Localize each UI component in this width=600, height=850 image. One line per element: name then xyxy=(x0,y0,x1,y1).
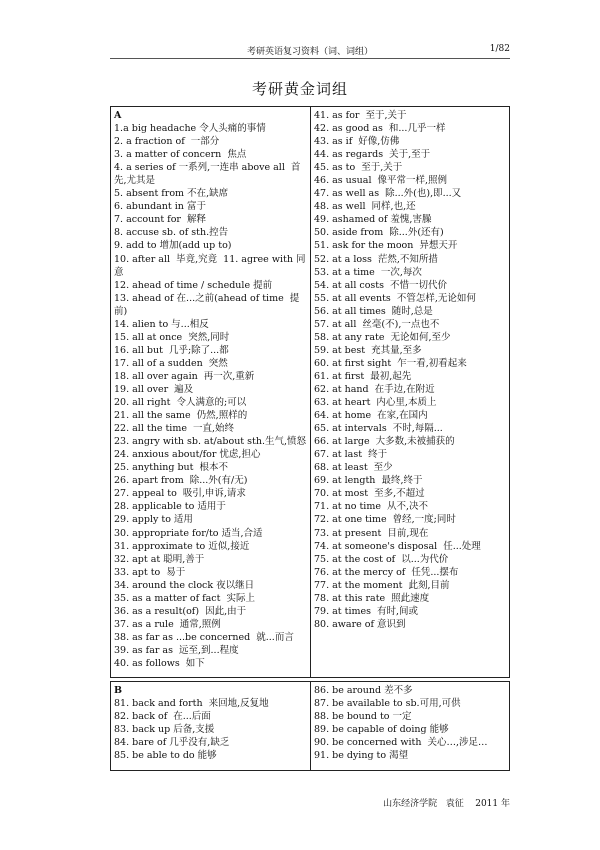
phrase-entry: 63. at heart 内心里,本质上 xyxy=(314,397,437,409)
phrase-entry: 16. all but 几乎;除了...都 xyxy=(114,344,229,356)
phrase-entry: 91. be dying to 渴望 xyxy=(314,750,409,762)
section-a-right-column xyxy=(311,107,511,677)
phrase-entry: 14. alien to 与...相反 xyxy=(114,318,209,330)
phrase-entry: 32. apt at 聪明,善于 xyxy=(114,553,205,565)
phrase-entry: 48. as well 同样,也,还 xyxy=(314,201,416,213)
phrase-entry: 68. at least 至少 xyxy=(314,462,393,474)
phrase-entry: 64. at home 在家,在国内 xyxy=(314,410,428,422)
section-b-table xyxy=(110,681,510,771)
phrase-entry: 10. after all 毕竟,究竟 11. agree with 同意 xyxy=(114,253,306,278)
phrase-entry: 53. at a time 一次,每次 xyxy=(314,266,422,278)
phrase-entry: 86. be around 差不多 xyxy=(314,685,413,696)
phrase-entry: 85. be able to do 能够 xyxy=(114,750,217,762)
phrase-entry: 13. ahead of 在...之前(ahead of time 提前) xyxy=(114,292,300,317)
phrase-entry: 26. apart from 除...外(有/无) xyxy=(114,475,248,487)
footer-school: 山东经济学院 xyxy=(383,799,438,809)
phrase-entry: 30. appropriate for/to 适当,合适 xyxy=(114,527,263,539)
document-title: 考研黄金词组 xyxy=(251,80,348,98)
phrase-entry: 81. back and forth 来回地,反复地 xyxy=(114,698,269,710)
footer-year: 2011 年 xyxy=(475,799,510,809)
phrase-entry: 37. as a rule 通常,照例 xyxy=(114,618,221,630)
phrase-entry: 87. be available to sb.可用,可供 xyxy=(314,698,461,710)
phrase-entry: 24. anxious about/for 忧虑,担心 xyxy=(114,449,261,461)
phrase-entry: 22. all the time 一直,始终 xyxy=(114,423,235,435)
phrase-entry: 23. angry with sb. at/about sth.生气,愤怒 xyxy=(114,436,306,448)
phrase-entry: 3. a matter of concern 焦点 xyxy=(114,149,247,161)
phrase-entry: 55. at all events 不管怎样,无论如何 xyxy=(314,292,476,304)
phrase-entry: 18. all over again 再一次,重新 xyxy=(114,370,255,382)
page-number: 1/82 xyxy=(489,44,510,54)
phrase-entry: 49. ashamed of 羞愧,害臊 xyxy=(314,214,432,226)
phrase-entry: 89. be capable of doing 能够 xyxy=(314,724,449,736)
phrase-entry: 88. be bound to 一定 xyxy=(314,711,412,723)
phrase-entry: 56. at all times 随时,总是 xyxy=(314,305,433,317)
phrase-entry: 73. at present 目前,现在 xyxy=(314,527,429,539)
phrase-entry: 58. at any rate 无论如何,至少 xyxy=(314,331,451,343)
section-a-left-column xyxy=(111,107,311,677)
phrase-entry: 47. as well as 除...外(也),即...又 xyxy=(314,188,462,200)
phrase-entry: 50. aside from 除...外(还有) xyxy=(314,227,444,239)
phrase-entry: 66. at large 大多数,未被捕获的 xyxy=(314,436,455,448)
phrase-entry: 82. back of 在...后面 xyxy=(114,711,211,723)
phrase-entry: 38. as far as ...be concerned 就...而言 xyxy=(114,631,294,643)
phrase-entry: 75. at the cost of 以...为代价 xyxy=(314,553,449,565)
phrase-entry: 27. appeal to 吸引,申诉,请求 xyxy=(114,488,246,500)
phrase-entry: 42. as good as 和...几乎一样 xyxy=(314,123,446,135)
phrase-entry: 84. bare of 几乎没有,缺乏 xyxy=(114,737,230,749)
phrase-entry: 54. at all costs 不惜一切代价 xyxy=(314,279,448,291)
section-letter: B xyxy=(114,685,123,696)
phrase-entry: 74. at someone's disposal 任...处理 xyxy=(314,540,481,552)
phrase-entry: 36. as a result(of) 因此,由于 xyxy=(114,605,247,617)
phrase-entry: 9. add to 增加(add up to) xyxy=(114,240,232,252)
phrase-entry: 65. at intervals 不时,每隔... xyxy=(314,423,443,435)
phrase-entry: 41. as for 至于,关于 xyxy=(314,110,407,121)
phrase-entry: 28. applicable to 适用于 xyxy=(114,501,226,513)
phrase-entry: 20. all right 令人满意的;可以 xyxy=(114,397,247,409)
section-a-table xyxy=(110,106,510,678)
phrase-entry: 31. approximate to 近似,接近 xyxy=(114,540,250,552)
phrase-entry: 69. at length 最终,终于 xyxy=(314,475,423,487)
phrase-entry: 61. at first 最初,起先 xyxy=(314,370,412,382)
phrase-entry: 60. at first sight 乍一看,初看起来 xyxy=(314,357,467,369)
page-footer xyxy=(383,796,510,809)
phrase-entry: 78. at this rate 照此速度 xyxy=(314,592,430,604)
phrase-entry: 57. at all 丝毫(不),一点也不 xyxy=(314,318,440,330)
phrase-entry: 8. accuse sb. of sth.控告 xyxy=(114,227,229,239)
phrase-entry: 79. at times 有时,间或 xyxy=(314,605,419,617)
phrase-entry: 17. all of a sudden 突然 xyxy=(114,357,228,369)
phrase-entry: 44. as regards 关于,至于 xyxy=(314,149,431,161)
phrase-entry: 6. abundant in 富于 xyxy=(114,201,206,213)
phrase-entry: 70. at most 至多,不超过 xyxy=(314,488,425,500)
phrase-entry: 25. anything but 根本不 xyxy=(114,462,229,474)
phrase-entry: 72. at one time 曾经,一度;同时 xyxy=(314,514,456,526)
phrase-entry: 83. back up 后备,支援 xyxy=(114,724,215,736)
phrase-entry: 76. at the mercy of 任凭...摆布 xyxy=(314,566,459,578)
phrase-entry: 77. at the moment 此刻,目前 xyxy=(314,579,450,591)
phrase-entry: 45. as to 至于,关于 xyxy=(314,162,403,174)
phrase-entry: 67. at last 终于 xyxy=(314,449,388,461)
phrase-entry: 43. as if 好像,仿佛 xyxy=(314,136,400,148)
phrase-entry: 29. apply to 适用 xyxy=(114,514,193,526)
footer-author: 袁征 xyxy=(445,799,464,809)
phrase-entry: 52. at a loss 茫然,不知所措 xyxy=(314,253,438,265)
phrase-entry: 71. at no time 从不,决不 xyxy=(314,501,429,513)
phrase-entry: 33. apt to 易于 xyxy=(114,566,186,578)
phrase-entry: 90. be concerned with 关心…,涉足… xyxy=(314,737,488,749)
phrase-entry: 34. around the clock 夜以继日 xyxy=(114,579,255,591)
phrase-entry: 80. aware of 意识到 xyxy=(314,618,406,630)
page-header xyxy=(110,44,510,59)
header-title: 考研英语复习资料（词、词组） xyxy=(246,47,373,57)
phrase-entry: 7. account for 解释 xyxy=(114,214,206,226)
section-b-left-column xyxy=(111,682,311,770)
section-b-right-column xyxy=(311,682,511,770)
phrase-entry: 12. ahead of time / schedule 提前 xyxy=(114,279,273,291)
phrase-entry: 15. all at once 突然,同时 xyxy=(114,331,230,343)
section-letter: A xyxy=(114,110,122,121)
phrase-entry: 35. as a matter of fact 实际上 xyxy=(114,592,255,604)
phrase-entry: 46. as usual 像平常一样,照例 xyxy=(314,175,448,187)
phrase-entry: 59. at best 充其量,至多 xyxy=(314,344,422,356)
phrase-entry: 5. absent from 不在,缺席 xyxy=(114,188,229,200)
phrase-entry: 51. ask for the moon 异想天开 xyxy=(314,240,458,252)
phrase-entry: 39. as far as 远至,到...程度 xyxy=(114,644,239,656)
phrase-entry: 19. all over 遍及 xyxy=(114,383,194,395)
phrase-entry: 62. at hand 在手边,在附近 xyxy=(314,383,435,395)
phrase-entry: 2. a fraction of 一部分 xyxy=(114,136,220,148)
phrase-entry: 40. as follows 如下 xyxy=(114,657,205,669)
phrase-entry: 1.a big headache 令人头痛的事情 xyxy=(114,123,266,135)
phrase-entry: 4. a series of 一系列,一连串 above all 首先,尤其是 xyxy=(114,162,301,187)
phrase-entry: 21. all the same 仍然,照样的 xyxy=(114,410,248,422)
